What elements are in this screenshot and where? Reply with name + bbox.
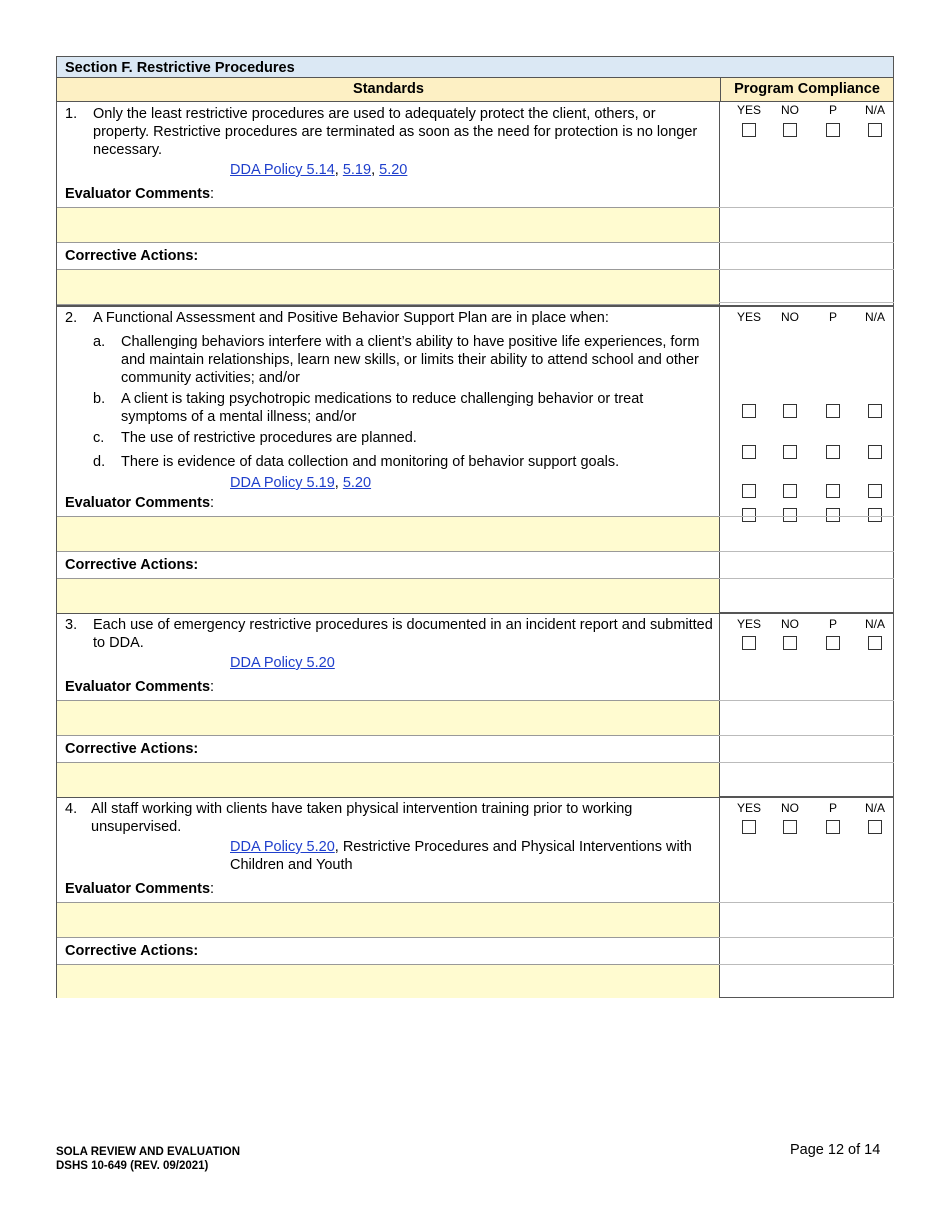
p-label: P: [828, 103, 837, 117]
item-number: 4.: [65, 801, 78, 817]
no-label: NO: [781, 310, 799, 324]
corrective-actions-field[interactable]: [57, 269, 719, 305]
evaluator-comments-field[interactable]: [57, 207, 719, 243]
page-number: Page 12 of 14: [790, 1142, 881, 1158]
corrective-actions-label: Corrective Actions:: [65, 741, 199, 757]
na-checkbox[interactable]: [868, 445, 882, 459]
no-checkbox[interactable]: [783, 820, 797, 834]
form-footer: [56, 1145, 240, 1173]
corrective-actions-label: Corrective Actions:: [65, 943, 199, 959]
policy-links: [230, 654, 335, 672]
na-label: N/A: [864, 617, 885, 631]
item-number: 2.: [65, 310, 78, 326]
policy-link[interactable]: DDA Policy 5.14: [230, 162, 335, 178]
item-number: 1.: [65, 106, 78, 122]
evaluator-comments-field[interactable]: [57, 700, 719, 736]
item-number: 3.: [65, 617, 78, 633]
policy-link[interactable]: 5.19: [342, 162, 372, 178]
na-checkbox[interactable]: [868, 123, 882, 137]
p-checkbox[interactable]: [826, 445, 840, 459]
no-checkbox[interactable]: [783, 484, 797, 498]
no-checkbox[interactable]: [783, 508, 797, 522]
policy-link[interactable]: DDA Policy 5.20: [230, 655, 335, 671]
p-checkbox[interactable]: [826, 820, 840, 834]
no-label: NO: [781, 617, 799, 631]
yes-checkbox[interactable]: [742, 636, 756, 650]
sub-text: The use of restrictive procedures are planned.: [121, 430, 417, 446]
yes-checkbox[interactable]: [742, 484, 756, 498]
sub-letter: d.: [93, 454, 106, 470]
corrective-actions-field[interactable]: [57, 964, 719, 998]
evaluator-comments-field[interactable]: [57, 516, 719, 552]
no-checkbox[interactable]: [783, 445, 797, 459]
yes-checkbox[interactable]: [742, 123, 756, 137]
no-checkbox[interactable]: [783, 123, 797, 137]
p-checkbox[interactable]: [826, 508, 840, 522]
policy-description: , Restrictive Procedures and Physical Interventions with Children and Youth: [230, 839, 692, 873]
section-title: Section F. Restrictive Procedures: [56, 56, 894, 78]
policy-links: [230, 838, 710, 874]
yes-checkbox[interactable]: [742, 445, 756, 459]
corrective-actions-field[interactable]: [57, 578, 719, 614]
yes-checkbox[interactable]: [742, 404, 756, 418]
standards-header: Standards: [57, 78, 721, 101]
program-compliance-header: Program Compliance: [734, 81, 880, 97]
na-label: N/A: [864, 103, 885, 117]
evaluator-comments-field[interactable]: [57, 902, 719, 938]
sub-text: There is evidence of data collection and monitoring of behavior support goals.: [121, 454, 620, 470]
policy-link[interactable]: 5.20: [379, 162, 408, 178]
yes-label: YES: [736, 617, 761, 631]
form-title: SOLA REVIEW AND EVALUATION: [56, 1146, 240, 1158]
na-checkbox[interactable]: [868, 404, 882, 418]
column-header-row: [56, 78, 894, 102]
policy-links: DDA Policy 5.14, 5.19, 5.20: [230, 162, 408, 178]
p-checkbox[interactable]: [826, 404, 840, 418]
corrective-actions-label: Corrective Actions:: [65, 557, 199, 573]
na-checkbox[interactable]: [868, 484, 882, 498]
yes-label: YES: [736, 801, 761, 815]
yes-label: YES: [736, 103, 761, 117]
na-checkbox[interactable]: [868, 636, 882, 650]
yes-label: YES: [736, 310, 761, 324]
no-checkbox[interactable]: [783, 404, 797, 418]
yes-checkbox[interactable]: [742, 508, 756, 522]
sub-letter: c.: [93, 430, 105, 446]
item-text: All staff working with clients have taken physical intervention training prior to working unsupervised.: [91, 801, 633, 835]
na-label: N/A: [864, 801, 885, 815]
no-checkbox[interactable]: [783, 636, 797, 650]
p-label: P: [828, 310, 837, 324]
p-label: P: [828, 617, 837, 631]
no-label: NO: [781, 801, 799, 815]
policy-link[interactable]: DDA Policy 5.20: [230, 839, 335, 855]
standard-item-3: [56, 613, 894, 797]
no-label: NO: [781, 103, 799, 117]
evaluator-comments-label: Evaluator Comments:: [65, 881, 215, 897]
evaluator-comments-label: Evaluator Comments:: [65, 679, 215, 695]
p-checkbox[interactable]: [826, 484, 840, 498]
sub-text: Challenging behaviors interfere with a client’s ability to have positive life experiences, form and maintain relationships, learn new skills, or limits their ability to attend school and other community activities; and/or: [121, 334, 700, 386]
na-checkbox[interactable]: [868, 508, 882, 522]
yes-checkbox[interactable]: [742, 820, 756, 834]
corrective-actions-label: Corrective Actions:: [65, 248, 199, 264]
sub-letter: a.: [93, 334, 106, 350]
standard-item-2: [56, 306, 894, 613]
corrective-actions-field[interactable]: [57, 762, 719, 798]
item-text: Each use of emergency restrictive procedures is documented in an incident report and submitted to DDA.: [93, 617, 713, 651]
item-text: Only the least restrictive procedures are used to adequately protect the client, others, or property. Restrictive procedures are terminated as soon as the need for protection is no longer necessary.: [93, 106, 698, 158]
evaluator-comments-label: Evaluator Comments:: [65, 186, 215, 202]
sub-text: A client is taking psychotropic medications to reduce challenging behavior or treat symptoms of a mental illness; and/or: [121, 391, 644, 425]
item-text: A Functional Assessment and Positive Behavior Support Plan are in place when:: [93, 310, 609, 326]
standard-item-4: [56, 797, 894, 998]
policy-link[interactable]: 5.20: [342, 475, 372, 491]
policy-links: DDA Policy 5.19, 5.20: [230, 475, 372, 491]
policy-link[interactable]: DDA Policy 5.19: [230, 475, 335, 491]
p-checkbox[interactable]: [826, 123, 840, 137]
standard-item-1: [56, 102, 894, 306]
form-number: DSHS 10-649 (REV. 09/2021): [56, 1160, 209, 1172]
na-checkbox[interactable]: [868, 820, 882, 834]
evaluator-comments-label: Evaluator Comments:: [65, 495, 215, 511]
p-checkbox[interactable]: [826, 636, 840, 650]
p-label: P: [828, 801, 837, 815]
na-label: N/A: [864, 310, 885, 324]
sub-letter: b.: [93, 391, 106, 407]
